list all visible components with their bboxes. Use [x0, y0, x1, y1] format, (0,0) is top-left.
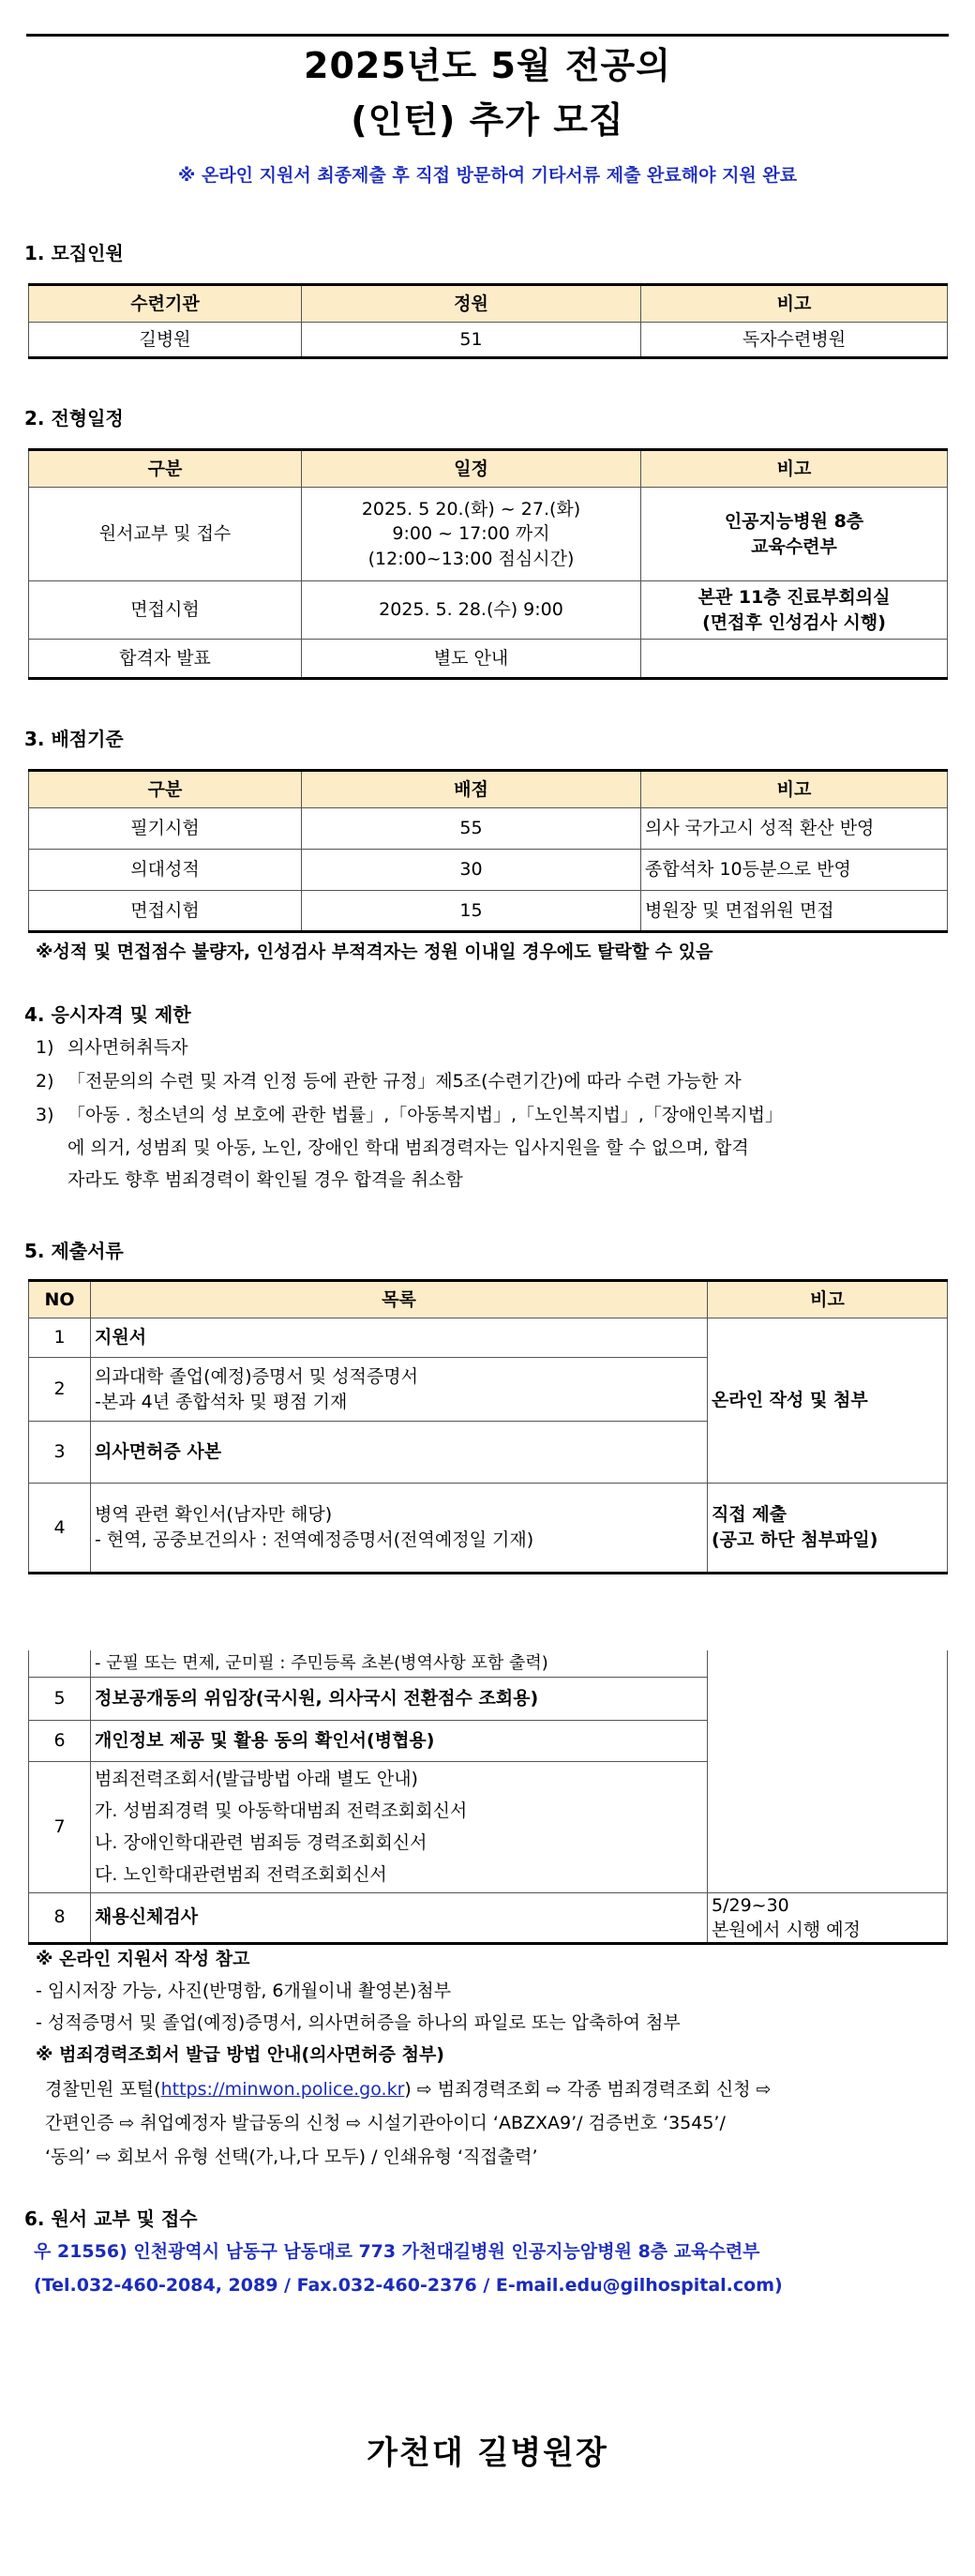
table-cell: 독자수련병원	[641, 323, 948, 358]
page-title-line2: (인턴) 추가 모집	[351, 99, 624, 141]
table-cell: 종합석차 10등분으로 반영	[641, 850, 948, 891]
table-cell: 지원서	[91, 1318, 708, 1358]
list-item-continuation: 자라도 향후 범죄경력이 확인될 경우 합격을 취소함	[68, 1169, 463, 1190]
section-heading-submission: 6. 원서 교부 및 접수	[24, 2207, 198, 2230]
table-header: NO	[29, 1281, 91, 1318]
list-item: 2) 「전문의의 수련 및 자격 인정 등에 관한 규정」제5조(수련기간)에 따라 수련 가능한 자	[36, 1071, 742, 1092]
document-subnote: 다. 노인학대관련범죄 전력조회회신서	[95, 1864, 387, 1885]
scoring-note: ※성적 및 면접점수 불량자, 인성검사 부적격자는 정원 이내일 경우에도 탈락할 수 있음	[36, 942, 713, 962]
table-header: 비고	[641, 771, 948, 808]
document-subnote: 나. 장애인학대관련 범죄등 경력조회회신서	[95, 1832, 428, 1853]
table-header: 비고	[641, 450, 948, 488]
table-cell: 별도 안내	[302, 640, 641, 679]
page-title-line1: 2025년도 5월 전공의	[304, 45, 671, 86]
location-line1: 인공지능병원 8층	[724, 510, 864, 532]
online-reference-heading: ※ 온라인 지원서 작성 참고	[36, 1949, 250, 1969]
table-cell: 개인정보 제공 및 활용 동의 확인서(병협용)	[91, 1720, 708, 1761]
table-cell: 면접시험	[29, 581, 302, 640]
table-cell: 5	[29, 1677, 91, 1720]
table-header: 구분	[29, 771, 302, 808]
title-block	[26, 34, 949, 147]
table-cell: 길병원	[29, 323, 302, 358]
table-header: 구분	[29, 450, 302, 488]
table-row	[29, 891, 948, 932]
table-cell: 30	[302, 850, 641, 891]
recruitment-table	[28, 283, 948, 359]
table-header: 정원	[302, 285, 641, 323]
table-cell: 의사면허증 사본	[91, 1422, 708, 1484]
schedule-lunch: (12:00~13:00 점심시간)	[368, 548, 575, 569]
online-reference-item: - 임시저장 가능, 사진(반명함, 6개월이내 촬영본)첨부	[36, 1981, 452, 2001]
hospital-director-signature: 가천대 길병원장	[367, 2434, 608, 2472]
direct-submit-line2: (공고 하단 첨부파일)	[712, 1529, 878, 1550]
schedule-table	[28, 448, 948, 680]
table-cell: 의대성적	[29, 850, 302, 891]
online-submit-note: 온라인 작성 및 첨부	[708, 1318, 948, 1484]
location-line1: 본관 11층 진료부회의실	[698, 586, 891, 608]
schedule-hours: 9:00 ~ 17:00 까지	[392, 523, 550, 545]
table-cell	[641, 488, 948, 581]
table-cell: 7	[29, 1761, 91, 1892]
documents-table	[28, 1279, 948, 1574]
section-heading-scoring: 3. 배점기준	[24, 728, 124, 750]
table-row	[29, 1892, 948, 1943]
table-row	[29, 1484, 948, 1574]
direct-submit-line1: 직접 제출	[712, 1504, 788, 1526]
document-subnote: 가. 성범죄경력 및 아동학대범죄 전력조회회신서	[95, 1800, 468, 1821]
exam-location: 본원에서 시행 예정	[712, 1919, 861, 1940]
section-heading-recruitment: 1. 모집인원	[24, 242, 124, 264]
online-application-notice: ※ 온라인 지원서 최종제출 후 직접 방문하여 기타서류 제출 완료해야 지원 완료	[177, 165, 798, 186]
address-line: 우 21556) 인천광역시 남동구 남동대로 773 가천대길병원 인공지능암병원 8층 교육수련부	[34, 2241, 760, 2262]
document-subnote: -본과 4년 종합석차 및 평점 기재	[95, 1391, 348, 1412]
crime-record-step-line3: ‘동의’ ⇨ 회보서 유형 선택(가,나,다 모두) / 인쇄유형 ‘직접출력’	[45, 2147, 538, 2167]
schedule-dates: 2025. 5 20.(화) ~ 27.(화)	[361, 498, 581, 520]
section-heading-documents: 5. 제출서류	[24, 1240, 124, 1262]
location-line2: (면접후 인성검사 시행)	[702, 611, 886, 633]
table-cell: 1	[29, 1318, 91, 1358]
table-header: 수련기관	[29, 285, 302, 323]
table-header: 배점	[302, 771, 641, 808]
table-header: 일정	[302, 450, 641, 488]
table-row	[29, 850, 948, 891]
table-header: 목록	[91, 1281, 708, 1318]
table-cell	[302, 488, 641, 581]
table-cell: 병원장 및 면접위원 면접	[641, 891, 948, 932]
table-cell	[641, 581, 948, 640]
crime-record-steps	[45, 2074, 954, 2172]
document-title: 의과대학 졸업(예정)증명서 및 성적증명서	[95, 1365, 418, 1387]
table-cell: 면접시험	[29, 891, 302, 932]
crime-record-heading: ※ 범죄경력조회서 발급 방법 안내(의사면허증 첨부)	[36, 2044, 444, 2065]
scoring-table	[28, 769, 948, 933]
table-cell: 8	[29, 1892, 91, 1943]
document-subnote: - 현역, 공중보건의사 : 전역예정증명서(전역예정일 기재)	[95, 1529, 534, 1550]
exam-date: 5/29~30	[712, 1894, 789, 1916]
table-header: 비고	[708, 1281, 948, 1318]
contact-line: (Tel.032-460-2084, 2089 / Fax.032-460-2376 / E-mail.edu@gilhospital.com)	[34, 2275, 783, 2296]
table-cell	[91, 1761, 708, 1892]
table-cell: 의사 국가고시 성적 환산 반영	[641, 808, 948, 850]
crime-record-step-line2: 간편인증 ⇨ 취업예정자 발급동의 신청 ⇨ 시설기관아이디 ‘ABZXA9’/ 검증번호 ‘3545’/	[45, 2113, 726, 2133]
table-row	[29, 1318, 948, 1358]
table-cell	[708, 1892, 948, 1943]
table-cell: 2	[29, 1358, 91, 1422]
list-item-continuation: 에 의거, 성범죄 및 아동, 노인, 장애인 학대 범죄경력자는 입사지원을 할 수 없으며, 합격	[68, 1137, 749, 1158]
table-row	[29, 808, 948, 850]
police-portal-link[interactable]: https://minwon.police.go.kr	[160, 2079, 405, 2100]
table-cell: 3	[29, 1422, 91, 1484]
table-cell	[641, 640, 948, 679]
table-cell: 원서교부 및 접수	[29, 488, 302, 581]
table-cell: 4	[29, 1484, 91, 1574]
table-cell: 합격자 발표	[29, 640, 302, 679]
table-cell: 2025. 5. 28.(수) 9:00	[302, 581, 641, 640]
online-reference-item: - 성적증명서 및 졸업(예정)증명서, 의사면허증을 하나의 파일로 또는 압축하여 첨부	[36, 2012, 681, 2033]
table-cell	[29, 1650, 91, 1677]
table-cell: 55	[302, 808, 641, 850]
table-cell	[91, 1358, 708, 1422]
list-item: 3) 「아동 . 청소년의 성 보호에 관한 법률」,「아동복지법」,「노인복지법」,「장애인복지법」	[36, 1105, 784, 1125]
table-cell	[91, 1484, 708, 1574]
table-cell	[708, 1650, 948, 1892]
location-line2: 교육수련부	[751, 535, 837, 557]
table-cell: 51	[302, 323, 641, 358]
list-item: 1) 의사면허취득자	[36, 1037, 188, 1058]
crime-record-step-line1: 경찰민원 포털(https://minwon.police.go.kr) ⇨ 범죄경력조회 ⇨ 각종 범죄경력조회 신청 ⇨	[45, 2079, 772, 2100]
direct-submit-note	[708, 1484, 948, 1574]
table-cell: 15	[302, 891, 641, 932]
table-cell: 6	[29, 1720, 91, 1761]
document-subnote: - 군필 또는 면제, 군미필 : 주민등록 초본(병역사항 포함 출력)	[91, 1650, 708, 1677]
section-heading-schedule: 2. 전형일정	[24, 407, 124, 429]
table-cell: 채용신체검사	[91, 1892, 708, 1943]
document-title: 병역 관련 확인서(남자만 해당)	[95, 1504, 333, 1526]
table-header: 비고	[641, 285, 948, 323]
table-cell: 정보공개동의 위임장(국시원, 의사국시 전환점수 조회용)	[91, 1677, 708, 1720]
table-cell: 필기시험	[29, 808, 302, 850]
documents-table-continued	[28, 1650, 948, 1945]
document-title: 범죄전력조회서(발급방법 아래 별도 안내)	[95, 1769, 418, 1789]
section-heading-eligibility: 4. 응시자격 및 제한	[24, 1003, 191, 1026]
